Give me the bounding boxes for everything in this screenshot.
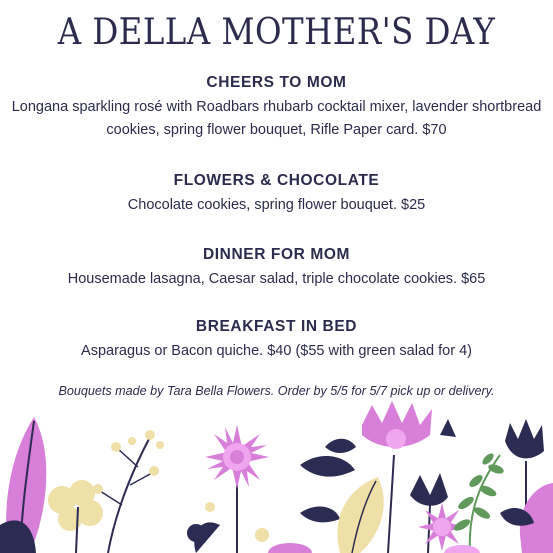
- menu-item-cheers-to-mom: [0, 72, 553, 142]
- menu-item-name: CHEERS TO MOM: [206, 74, 347, 91]
- menu-item-breakfast-in-bed: [0, 316, 553, 363]
- menu-item-flowers-and-chocolate: [0, 170, 553, 217]
- fern-icon: [452, 452, 505, 553]
- page-title: A DELLA MOTHER'S DAY: [57, 12, 496, 53]
- pink-flower-icon: [187, 425, 269, 553]
- floral-border-illustration: [0, 395, 553, 553]
- sprig-icon: [93, 430, 164, 553]
- order-footnote: Bouquets made by Tara Bella Flowers. Order by 5/5 for 5/7 pick up or delivery.: [58, 384, 495, 398]
- menu-item-name: DINNER FOR MOM: [202, 246, 351, 263]
- menu-item-name: BREAKFAST IN BED: [195, 318, 358, 335]
- menu-item-description: Housemade lasagna, Caesar salad, triple chocolate cookies. $65: [67, 271, 486, 287]
- menu-item-description: Asparagus or Bacon quiche. $40 ($55 with green salad for 4): [81, 343, 472, 359]
- bottom-pink-accents-icon: [268, 543, 480, 553]
- menu-item-description: Longana sparkling rosé with Roadbars rhubarb cocktail mixer, lavender shortbread cookies, spring flower bouquet, Rifle Paper card. $70: [11, 99, 542, 138]
- menu-item-description: Chocolate cookies, spring flower bouquet. $25: [127, 197, 426, 213]
- menu-item-name: FLOWERS & CHOCOLATE: [173, 172, 380, 189]
- menu-item-dinner-for-mom: [0, 244, 553, 291]
- cream-leaf-icon: [337, 477, 383, 553]
